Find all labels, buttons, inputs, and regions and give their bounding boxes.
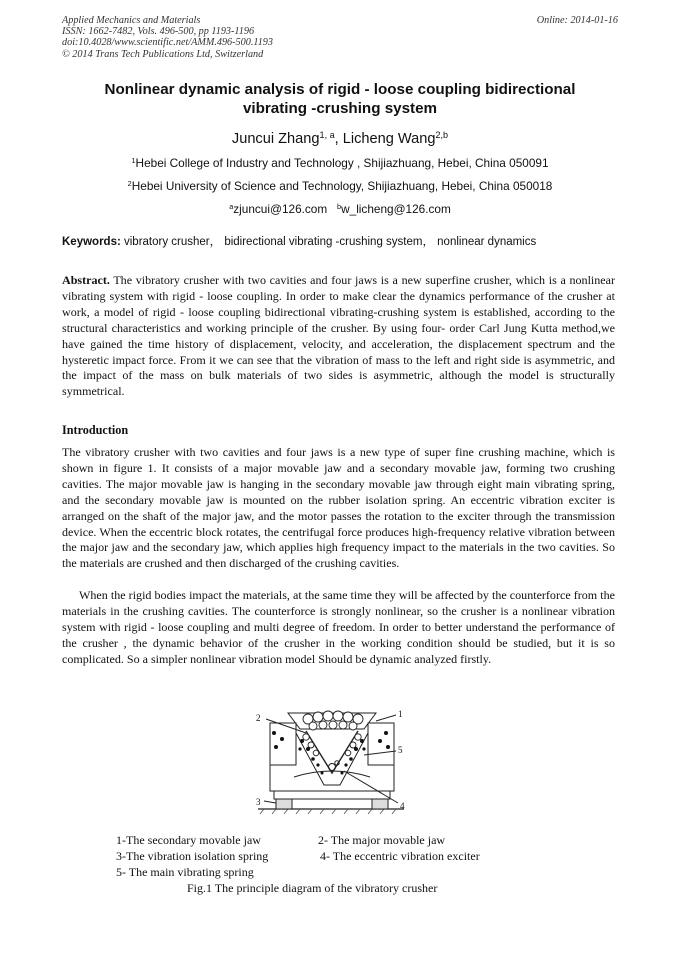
legend-2: 2- The major movable jaw [318, 833, 446, 847]
keywords-label: Keywords: [62, 236, 121, 248]
abstract-text: The vibratory crusher with two cavities and four jaws is a new superfine crusher, which is a nonlinear vibrating system with rigid - loose coupling. In order to make clear the dynamics performance of the crusher at work, a model of rigid - loose coupling bidirectional vibrating-crushing system is established, according to the structural characteristics and working principle of the crusher. By using four- order Carl Jung Kutta method,we have gained the time history of displacement, velocity, and acceleration, the displacement spectrum and the hysteretic impact force. From it we can see that the vibration of mass to the left and right side is asymmetric, and the impact of the mass on bulk materials of two sides is asymmetric, although the model is structurally symmetrical. [62, 273, 615, 399]
author-1-affiliation: 1, a [319, 130, 335, 141]
abstract [62, 273, 615, 400]
crusher-diagram [236, 703, 416, 823]
leader-3 [264, 801, 276, 803]
legend-3: 3-The vibration isolation spring [116, 849, 269, 863]
affiliation-2 [62, 179, 618, 195]
author-separator: , [334, 131, 343, 147]
legend-1: 1-The secondary movable jaw [116, 833, 261, 847]
journal-header [62, 15, 618, 60]
leader-2 [266, 719, 306, 733]
label-4: 4 [400, 801, 405, 811]
keywords [62, 235, 622, 250]
ground-hatch [260, 809, 396, 814]
online-date: Online: 2014-01-16 [536, 15, 618, 26]
figure-caption: Fig.1 The principle diagram of the vibratory crusher [187, 881, 438, 895]
title-line-1: Nonlinear dynamic analysis of rigid - loose coupling bidirectional [104, 81, 576, 98]
right-isolation-spring [372, 799, 388, 809]
abstract-label: Abstract. [62, 273, 110, 287]
author-line [62, 130, 618, 149]
material-balls [303, 711, 363, 756]
label-3: 3 [256, 797, 261, 807]
affiliation-1-text: Hebei College of Industry and Technology , Shijiazhuang, Hebei, China 050091 [135, 156, 549, 170]
right-frame [368, 723, 394, 765]
doi-line: doi:10.4028/www.scientific.net/AMM.496-500.1193 [62, 37, 273, 49]
leader-5 [364, 751, 396, 755]
left-isolation-spring [276, 799, 292, 809]
affiliation-2-text: Hebei University of Science and Technology, Shijiazhuang, Hebei, China 050018 [131, 179, 553, 193]
journal-name: Applied Mechanics and Materials [62, 15, 201, 26]
legend-5: 5- The main vibrating spring [116, 865, 254, 879]
label-1: 1 [398, 709, 403, 719]
author-1: Juncui Zhang [231, 131, 320, 147]
paper-title [62, 80, 618, 118]
copyright-line: © 2014 Trans Tech Publications Ltd, Switzerland [62, 48, 264, 60]
leader-1 [376, 715, 396, 721]
affiliation-1 [62, 156, 618, 172]
title-line-2: vibrating -crushing system [242, 100, 438, 117]
base-plate [274, 791, 390, 799]
frame-base [270, 765, 394, 791]
introduction-heading: Introduction [62, 423, 129, 437]
keywords-text: vibratory crusher， bidirectional vibrating -crushing system， nonlinear dynamics [120, 236, 537, 248]
email-a: zjuncui@126.com [233, 202, 328, 216]
label-5: 5 [398, 745, 403, 755]
email-b: w_licheng@126.com [341, 202, 451, 216]
legend-4: 4- The eccentric vibration exciter [320, 849, 480, 863]
email-a-marker: a [229, 201, 234, 211]
issn-line: ISSN: 1662-7482, Vols. 496-500, pp 1193-1196 [62, 26, 255, 38]
eccentric-exciter [329, 764, 336, 771]
email-line [62, 202, 618, 218]
label-2: 2 [256, 713, 261, 723]
intro-paragraph-2: When the rigid bodies impact the materials, at the same time they will be affected by the counterforce from the materials in the crushing cavities. The counterforce is strongly nonlinear, so the crusher is a nonlinear vibration system with rigid - loose coupling and multi degree of freedom. In order to better understand the performance of the crusher , the dynamic behavior of the crusher in the working condition should be studied, but it is so complicated. So a simpler nonlinear vibration model Should be dynamic analyzed firstly. [62, 588, 615, 666]
email-b-marker: b [337, 201, 342, 211]
leader-4 [344, 771, 398, 803]
intro-paragraph-1: The vibratory crusher with two cavities and four jaws is a new type of super fine crushing machine, which is shown in figure 1. It consists of a major movable jaw and a secondary movable jaw, forming two crushing cavities. The major movable jaw is hanging in the secondary movable jaw through eight main vibrating spring, and the secondary movable jaw is mounted on the rubber isolation spring. An eccentric vibration exciter is arranged on the shaft of the major jaw, and the motor passes the rotation to the exciter through the transmission device. When the eccentric block rotates, the centrifugal force produces high-frequency relative vibration between the major jaw and the secondary jaw, which applies high frequency impact to the materials in the two cavities. So the materials are crushed and then discharged of the crushing cavities. [62, 445, 615, 571]
affiliation-2-number: 2 [127, 178, 132, 188]
author-2-affiliation: 2,b [435, 130, 449, 141]
author-2: Licheng Wang [342, 131, 436, 147]
crushed-particles [272, 731, 390, 775]
affiliation-1-number: 1 [131, 155, 136, 165]
left-frame [270, 723, 296, 765]
jaw-cavity [296, 733, 368, 785]
